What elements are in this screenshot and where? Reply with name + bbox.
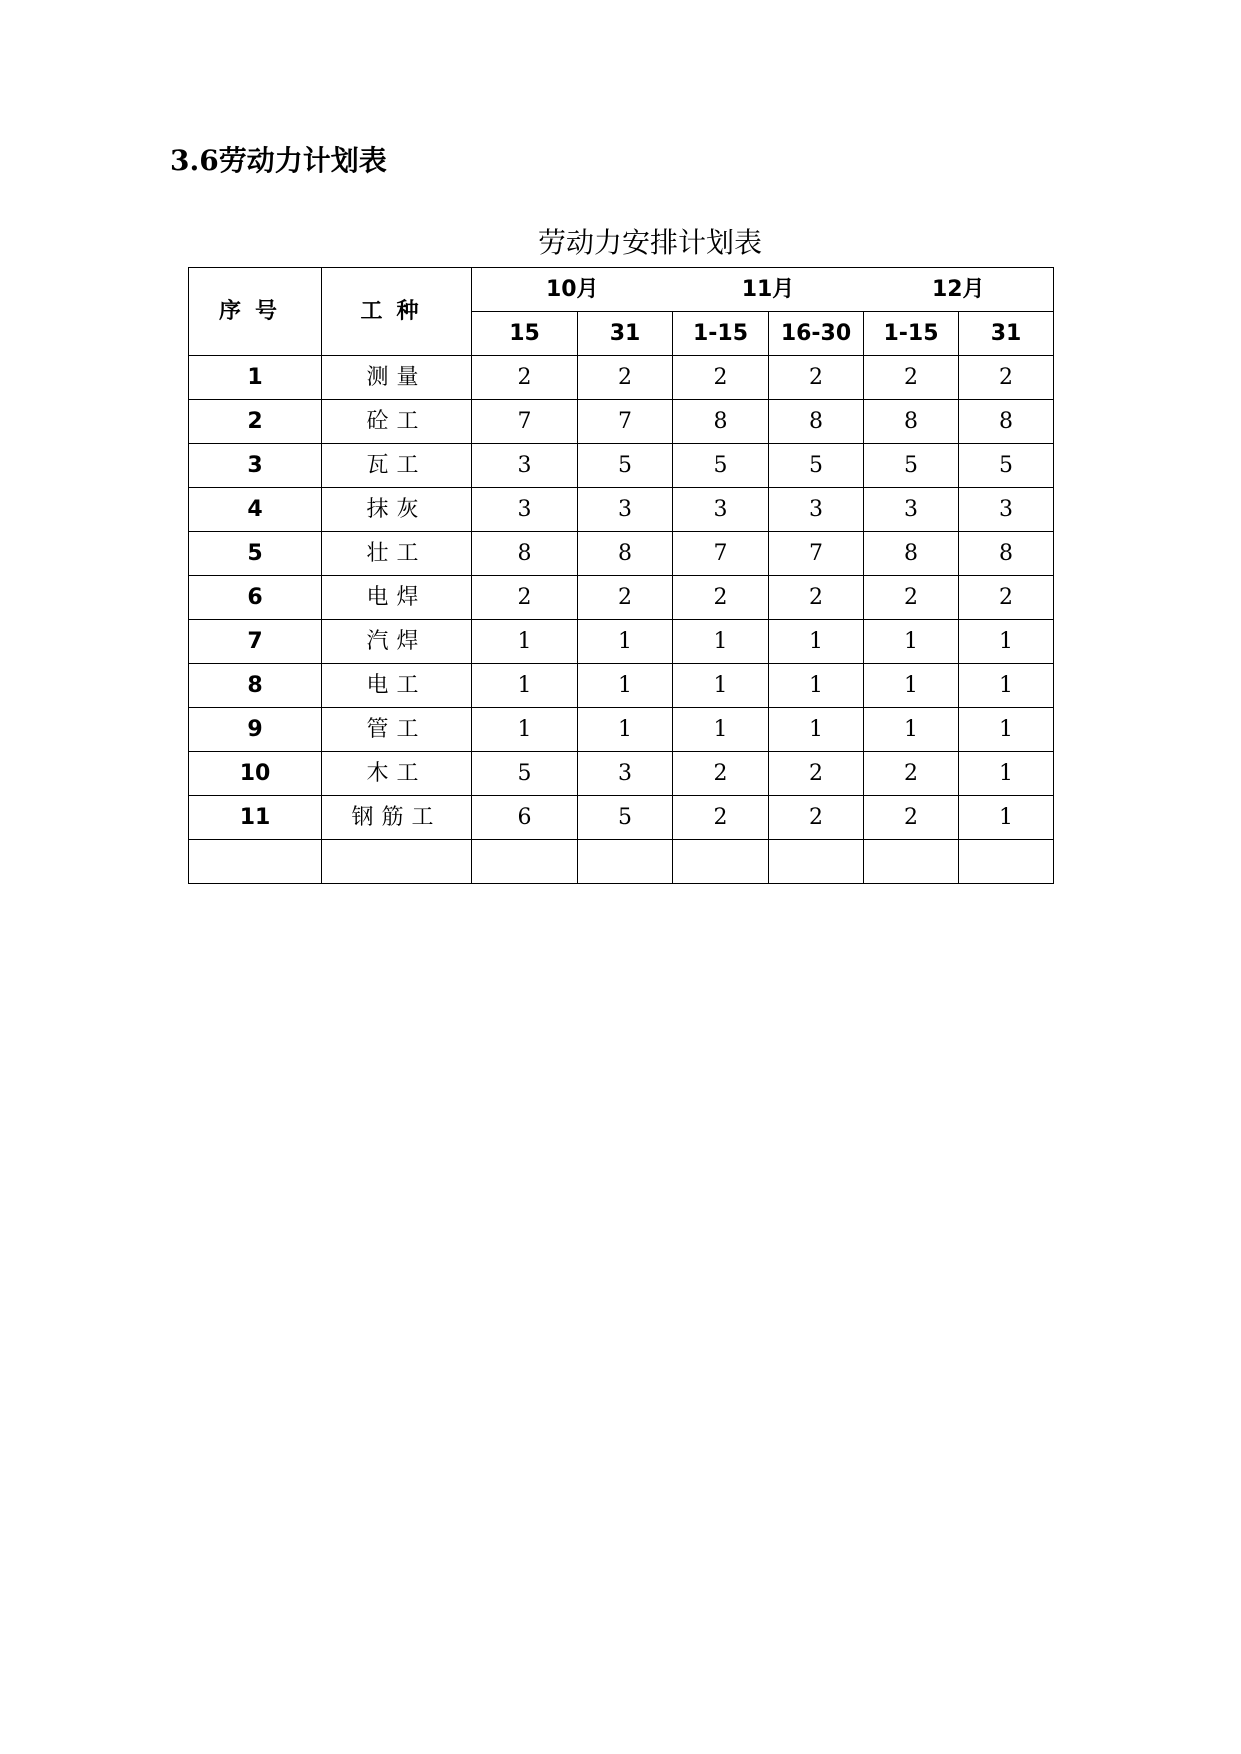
cell-count: 2 bbox=[578, 356, 673, 400]
cell-trade: 木工 bbox=[322, 752, 472, 796]
cell-count: 3 bbox=[959, 488, 1054, 532]
cell-count: 8 bbox=[864, 400, 959, 444]
table-row bbox=[189, 752, 1054, 796]
cell-count: 1 bbox=[472, 708, 578, 752]
cell-trade: 测量 bbox=[322, 356, 472, 400]
cell-trade: 汽焊 bbox=[322, 620, 472, 664]
cell-count: 2 bbox=[673, 356, 769, 400]
cell-count: 1 bbox=[578, 708, 673, 752]
header-month-dec: 12月 bbox=[864, 268, 1054, 312]
cell-count: 2 bbox=[864, 356, 959, 400]
cell-count: 3 bbox=[472, 488, 578, 532]
cell-seq: 3 bbox=[189, 444, 322, 488]
cell-count: 2 bbox=[959, 356, 1054, 400]
cell-count: 5 bbox=[769, 444, 864, 488]
table-body bbox=[189, 356, 1054, 884]
cell-count: 1 bbox=[959, 796, 1054, 840]
cell-count: 8 bbox=[959, 400, 1054, 444]
cell-count: 3 bbox=[769, 488, 864, 532]
cell-count: 2 bbox=[864, 576, 959, 620]
cell-count: 2 bbox=[472, 356, 578, 400]
cell-count: 1 bbox=[673, 708, 769, 752]
header-period: 1-15 bbox=[673, 312, 769, 356]
table-row bbox=[189, 576, 1054, 620]
cell-trade: 砼工 bbox=[322, 400, 472, 444]
cell-count bbox=[959, 840, 1054, 884]
cell-trade: 电工 bbox=[322, 664, 472, 708]
cell-trade: 电焊 bbox=[322, 576, 472, 620]
table-row bbox=[189, 532, 1054, 576]
cell-count: 2 bbox=[472, 576, 578, 620]
header-month-nov: 11月 bbox=[673, 268, 864, 312]
cell-count: 1 bbox=[578, 664, 673, 708]
cell-count bbox=[769, 840, 864, 884]
cell-seq: 7 bbox=[189, 620, 322, 664]
cell-count: 5 bbox=[578, 796, 673, 840]
table-row bbox=[189, 796, 1054, 840]
cell-count: 1 bbox=[864, 620, 959, 664]
header-trade: 工种 bbox=[322, 268, 472, 356]
cell-count: 2 bbox=[673, 796, 769, 840]
cell-seq: 11 bbox=[189, 796, 322, 840]
cell-seq: 2 bbox=[189, 400, 322, 444]
cell-count: 6 bbox=[472, 796, 578, 840]
table-caption: 劳动力安排计划表 bbox=[537, 226, 762, 259]
table-row bbox=[189, 708, 1054, 752]
cell-count: 1 bbox=[769, 664, 864, 708]
cell-count: 1 bbox=[864, 708, 959, 752]
cell-count: 2 bbox=[959, 576, 1054, 620]
cell-count: 3 bbox=[673, 488, 769, 532]
cell-count: 1 bbox=[959, 708, 1054, 752]
cell-trade: 管工 bbox=[322, 708, 472, 752]
cell-count: 2 bbox=[769, 796, 864, 840]
cell-seq: 5 bbox=[189, 532, 322, 576]
cell-count: 2 bbox=[769, 576, 864, 620]
cell-seq: 10 bbox=[189, 752, 322, 796]
cell-count: 1 bbox=[959, 620, 1054, 664]
cell-count: 2 bbox=[673, 576, 769, 620]
table-row bbox=[189, 356, 1054, 400]
section-heading: 3.6劳动力计划表 bbox=[170, 144, 387, 177]
cell-count bbox=[472, 840, 578, 884]
cell-count: 8 bbox=[864, 532, 959, 576]
cell-trade: 壮工 bbox=[322, 532, 472, 576]
table-row bbox=[189, 840, 1054, 884]
cell-count: 7 bbox=[673, 532, 769, 576]
cell-count: 5 bbox=[864, 444, 959, 488]
table-row bbox=[189, 664, 1054, 708]
cell-seq: 4 bbox=[189, 488, 322, 532]
cell-count: 8 bbox=[959, 532, 1054, 576]
cell-count: 1 bbox=[769, 708, 864, 752]
cell-count: 2 bbox=[578, 576, 673, 620]
cell-count: 2 bbox=[769, 752, 864, 796]
cell-count: 3 bbox=[864, 488, 959, 532]
cell-count: 1 bbox=[472, 664, 578, 708]
cell-seq: 1 bbox=[189, 356, 322, 400]
header-period: 31 bbox=[959, 312, 1054, 356]
cell-seq: 9 bbox=[189, 708, 322, 752]
cell-count bbox=[578, 840, 673, 884]
cell-count: 5 bbox=[673, 444, 769, 488]
cell-trade: 钢筋工 bbox=[322, 796, 472, 840]
cell-trade: 瓦工 bbox=[322, 444, 472, 488]
table-row bbox=[189, 444, 1054, 488]
cell-count: 8 bbox=[673, 400, 769, 444]
header-period: 15 bbox=[472, 312, 578, 356]
cell-count: 7 bbox=[578, 400, 673, 444]
cell-count: 3 bbox=[578, 752, 673, 796]
cell-count: 1 bbox=[578, 620, 673, 664]
header-month-oct: 10月 bbox=[472, 268, 673, 312]
cell-count: 3 bbox=[472, 444, 578, 488]
cell-count: 1 bbox=[864, 664, 959, 708]
cell-count: 7 bbox=[769, 532, 864, 576]
cell-count: 1 bbox=[959, 752, 1054, 796]
table-row bbox=[189, 488, 1054, 532]
cell-trade bbox=[322, 840, 472, 884]
cell-count: 8 bbox=[472, 532, 578, 576]
cell-seq: 6 bbox=[189, 576, 322, 620]
cell-count: 8 bbox=[578, 532, 673, 576]
header-period: 16-30 bbox=[769, 312, 864, 356]
cell-count: 2 bbox=[769, 356, 864, 400]
header-period: 1-15 bbox=[864, 312, 959, 356]
cell-count: 5 bbox=[959, 444, 1054, 488]
labor-plan-table bbox=[188, 267, 1054, 884]
cell-count: 5 bbox=[578, 444, 673, 488]
cell-count bbox=[864, 840, 959, 884]
cell-count: 7 bbox=[472, 400, 578, 444]
table-row bbox=[189, 400, 1054, 444]
cell-count: 8 bbox=[769, 400, 864, 444]
cell-seq: 8 bbox=[189, 664, 322, 708]
table-header bbox=[189, 268, 1054, 356]
table-row bbox=[189, 620, 1054, 664]
cell-count: 1 bbox=[959, 664, 1054, 708]
cell-count: 1 bbox=[472, 620, 578, 664]
header-seq: 序号 bbox=[189, 268, 322, 356]
cell-seq bbox=[189, 840, 322, 884]
cell-count: 2 bbox=[673, 752, 769, 796]
cell-count bbox=[673, 840, 769, 884]
header-period: 31 bbox=[578, 312, 673, 356]
cell-count: 1 bbox=[673, 620, 769, 664]
cell-count: 2 bbox=[864, 796, 959, 840]
header-row-months bbox=[189, 268, 1054, 312]
cell-count: 3 bbox=[578, 488, 673, 532]
cell-count: 2 bbox=[864, 752, 959, 796]
cell-trade: 抹灰 bbox=[322, 488, 472, 532]
cell-count: 1 bbox=[673, 664, 769, 708]
cell-count: 1 bbox=[769, 620, 864, 664]
cell-count: 5 bbox=[472, 752, 578, 796]
